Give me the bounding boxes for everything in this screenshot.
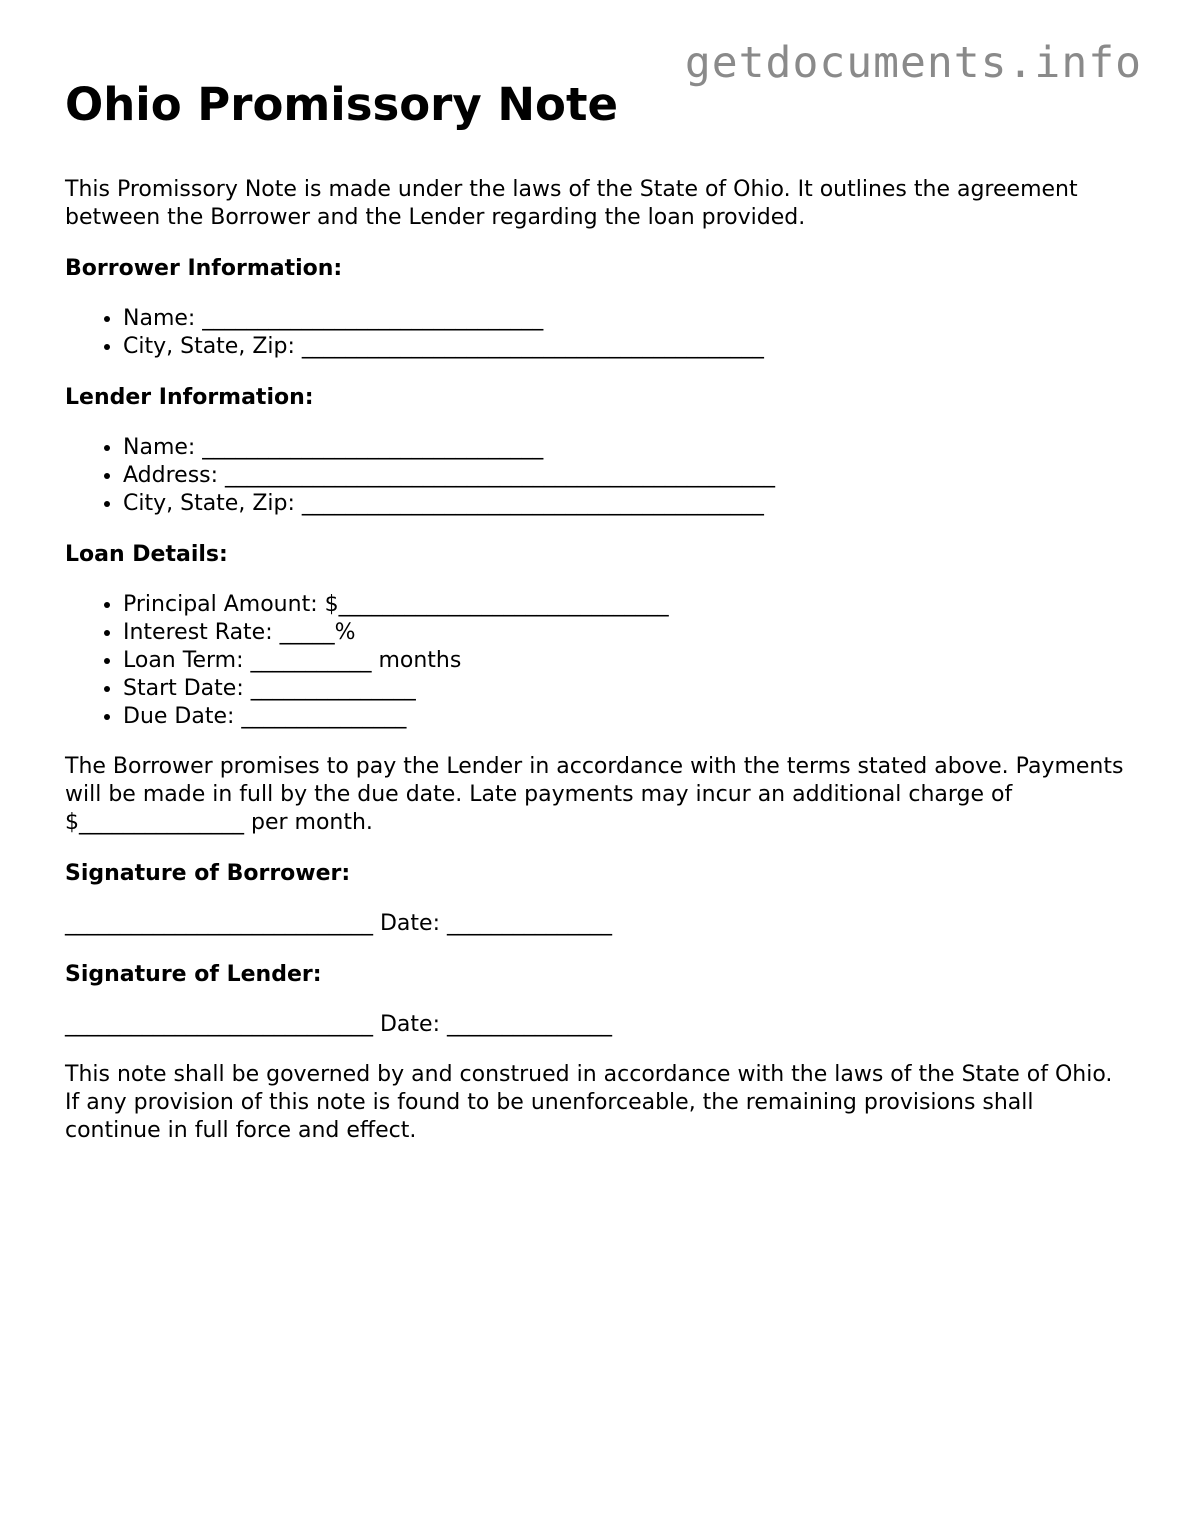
terms-paragraph: The Borrower promises to pay the Lender in accordance with the terms stated above. Payments will be made in full by the due date. Late payments may incur an additional charge of $_______________ per month. [65,754,1124,835]
borrower-signature-heading: Signature of Borrower: [65,861,351,886]
lender-heading: Lender Information: [65,385,314,410]
governing-paragraph: This note shall be governed by and construed in accordance with the laws of the State of Ohio. If any provision of this note is found to be unenforceable, the remaining provisions shall continue in full force and effect. [65,1062,1113,1143]
borrower-heading: Borrower Information: [65,256,343,281]
principal-field: • Principal Amount: $______________________________ [123,591,1125,619]
loan-heading: Loan Details: [65,542,228,567]
page-title: Ohio Promissory Note [65,78,618,131]
lender-address-field: • Address: __________________________________________________ [123,462,1125,490]
interest-field: • Interest Rate: _____% [123,619,1125,647]
loan-list [65,591,1125,731]
lender-signature-line: ____________________________ Date: _______________ [65,1012,612,1037]
due-date-field: • Due Date: _______________ [123,703,1125,731]
borrower-name-field: • Name: _______________________________ [123,305,1125,333]
lender-signature-heading: Signature of Lender: [65,962,322,987]
borrower-list [65,305,1125,361]
start-date-field: • Start Date: _______________ [123,675,1125,703]
borrower-signature-line: ____________________________ Date: _______________ [65,911,612,936]
watermark: getdocuments.info [684,38,1142,88]
borrower-city-field: • City, State, Zip: __________________________________________ [123,333,1125,361]
term-field: • Loan Term: ___________ months [123,647,1125,675]
lender-list [65,434,1125,518]
lender-name-field: • Name: _______________________________ [123,434,1125,462]
intro-paragraph: This Promissory Note is made under the laws of the State of Ohio. It outlines the agreement between the Borrower and the Lender regarding the loan provided. [65,177,1078,230]
lender-city-field: • City, State, Zip: __________________________________________ [123,490,1125,518]
document-page [65,78,1125,1145]
